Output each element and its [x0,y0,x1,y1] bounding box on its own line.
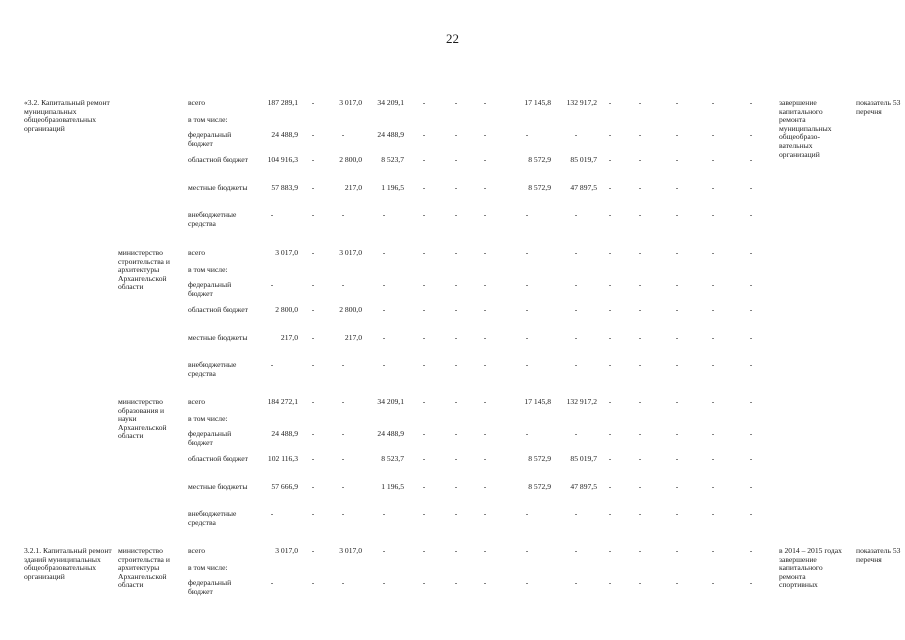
amount-cell: - [638,454,642,463]
amount-cell: - [483,333,487,342]
amount-cell: - [454,429,458,438]
amount-cell: - [422,98,426,107]
amount-cell: - [711,429,715,438]
amount-cell: - [454,578,458,587]
funding-source-label: всего [188,248,206,257]
amount-cell: - [454,546,458,555]
amount-cell: - [608,210,612,219]
funding-source-label: местные бюджеты [188,482,248,491]
amount-cell: - [454,305,458,314]
amount-cell: - [483,509,487,518]
funding-source-label: в том числе: [188,563,228,572]
amount-cell: 34 209,1 [377,98,404,107]
amount-cell: - [711,546,715,555]
amount-cell: 24 488,9 [271,429,298,438]
amount-cell: - [749,183,753,192]
amount-cell: - [483,429,487,438]
amount-cell: - [574,248,578,257]
amount-cell: 1 196,5 [381,482,404,491]
amount-cell: - [422,305,426,314]
amount-cell: - [749,280,753,289]
amount-cell: - [608,482,612,491]
amount-cell: 8 572,9 [528,183,551,192]
amount-cell: - [454,210,458,219]
amount-cell: - [638,248,642,257]
amount-cell: 102 116,3 [267,454,298,463]
amount-cell: - [422,210,426,219]
executor-name: министерство строительства и архитектуры Архангельской области [118,248,170,292]
amount-cell: - [311,509,315,518]
amount-cell: 3 017,0 [275,248,298,257]
amount-cell: - [608,305,612,314]
amount-cell: - [608,155,612,164]
amount-cell: - [749,360,753,369]
amount-cell: - [382,546,386,555]
amount-cell: 47 897,5 [570,183,597,192]
amount-cell: - [270,210,274,219]
amount-cell: - [711,183,715,192]
amount-cell: 3 017,0 [275,546,298,555]
amount-cell: - [675,482,679,491]
amount-cell: - [711,305,715,314]
amount-cell: - [422,155,426,164]
amount-cell: - [422,429,426,438]
amount-cell: - [422,482,426,491]
amount-cell: 34 209,1 [377,397,404,406]
amount-cell: - [525,578,529,587]
amount-cell: 17 145,8 [524,397,551,406]
amount-cell: - [311,305,315,314]
funding-source-label: областной бюджет [188,155,248,164]
amount-cell: - [638,360,642,369]
amount-cell: - [711,333,715,342]
amount-cell: - [422,509,426,518]
amount-cell: - [311,98,315,107]
amount-cell: - [749,429,753,438]
amount-cell: - [341,397,345,406]
amount-cell: - [711,130,715,139]
amount-cell: - [311,183,315,192]
amount-cell: - [422,183,426,192]
amount-cell: - [525,333,529,342]
amount-cell: 3 017,0 [339,546,362,555]
amount-cell: 8 572,9 [528,155,551,164]
amount-cell: 85 019,7 [570,155,597,164]
amount-cell: - [574,546,578,555]
amount-cell: - [675,546,679,555]
funding-source-label: федеральный бюджет [188,280,232,298]
amount-cell: - [454,130,458,139]
amount-cell: - [525,210,529,219]
amount-cell: - [483,130,487,139]
amount-cell: - [483,397,487,406]
amount-cell: - [311,482,315,491]
amount-cell: - [675,454,679,463]
amount-cell: - [675,509,679,518]
amount-cell: - [311,546,315,555]
amount-cell: - [574,210,578,219]
amount-cell: - [749,248,753,257]
amount-cell: - [711,397,715,406]
funding-source-label: внебюджетные средства [188,509,237,527]
amount-cell: - [574,509,578,518]
amount-cell: - [341,454,345,463]
amount-cell: 47 897,5 [570,482,597,491]
amount-cell: - [711,98,715,107]
amount-cell: - [454,333,458,342]
target-indicator: показатель 53 перечня [856,546,901,564]
amount-cell: - [608,546,612,555]
amount-cell: - [311,280,315,289]
amount-cell: 187 289,1 [267,98,298,107]
amount-cell: - [525,248,529,257]
amount-cell: - [422,280,426,289]
amount-cell: - [422,360,426,369]
amount-cell: - [608,98,612,107]
amount-cell: 85 019,7 [570,454,597,463]
amount-cell: - [608,248,612,257]
amount-cell: - [638,98,642,107]
amount-cell: - [341,509,345,518]
amount-cell: - [525,130,529,139]
amount-cell: - [638,210,642,219]
amount-cell: - [525,509,529,518]
expected-result: завершение капитального ремонта муниципальных общеобразо-вательных организаций [779,98,832,159]
amount-cell: - [675,248,679,257]
amount-cell: 132 917,2 [566,98,597,107]
amount-cell: - [749,397,753,406]
amount-cell: - [454,482,458,491]
funding-source-label: федеральный бюджет [188,130,232,148]
amount-cell: - [422,130,426,139]
amount-cell: - [638,130,642,139]
amount-cell: 2 800,0 [339,155,362,164]
amount-cell: - [483,280,487,289]
amount-cell: - [638,333,642,342]
amount-cell: - [638,578,642,587]
executor-name: министерство строительства и архитектуры Архангельской области [118,546,170,590]
amount-cell: - [675,305,679,314]
amount-cell: - [574,130,578,139]
amount-cell: - [525,360,529,369]
amount-cell: - [454,454,458,463]
amount-cell: - [422,333,426,342]
amount-cell: - [422,546,426,555]
amount-cell: - [638,280,642,289]
amount-cell: - [574,280,578,289]
amount-cell: - [675,130,679,139]
amount-cell: - [749,578,753,587]
funding-source-label: в том числе: [188,265,228,274]
amount-cell: - [454,98,458,107]
amount-cell: - [483,360,487,369]
amount-cell: 24 488,9 [377,130,404,139]
amount-cell: - [422,248,426,257]
amount-cell: - [574,360,578,369]
amount-cell: - [638,482,642,491]
amount-cell: - [675,183,679,192]
amount-cell: - [525,305,529,314]
amount-cell: - [711,482,715,491]
amount-cell: - [341,360,345,369]
amount-cell: 2 800,0 [339,305,362,314]
amount-cell: - [749,333,753,342]
amount-cell: - [382,509,386,518]
amount-cell: - [483,98,487,107]
funding-source-label: внебюджетные средства [188,210,237,228]
amount-cell: - [711,155,715,164]
amount-cell: - [483,454,487,463]
amount-cell: - [638,397,642,406]
amount-cell: - [749,210,753,219]
amount-cell: - [311,454,315,463]
funding-source-label: в том числе: [188,115,228,124]
amount-cell: - [749,482,753,491]
amount-cell: - [341,210,345,219]
amount-cell: - [270,509,274,518]
amount-cell: - [311,360,315,369]
amount-cell: 2 800,0 [275,305,298,314]
amount-cell: - [574,578,578,587]
amount-cell: 132 917,2 [566,397,597,406]
funding-source-label: всего [188,397,206,406]
amount-cell: - [638,183,642,192]
amount-cell: - [608,454,612,463]
amount-cell: - [711,360,715,369]
amount-cell: - [270,360,274,369]
amount-cell: - [270,280,274,289]
page-number: 22 [446,31,459,46]
expected-result: в 2014 – 2015 годах завершение капитального ремонта спортивных [779,546,842,590]
funding-source-label: внебюджетные средства [188,360,237,378]
amount-cell: - [608,130,612,139]
amount-cell: 3 017,0 [339,98,362,107]
amount-cell: - [382,578,386,587]
amount-cell: - [311,333,315,342]
amount-cell: - [311,429,315,438]
amount-cell: - [608,509,612,518]
amount-cell: 3 017,0 [339,248,362,257]
program-name: «3.2. Капитальный ремонт муниципальных общеобразовательных организаций [24,98,110,133]
amount-cell: - [382,333,386,342]
amount-cell: - [382,248,386,257]
amount-cell: - [454,155,458,164]
amount-cell: - [711,280,715,289]
amount-cell: 104 916,3 [267,155,298,164]
amount-cell: - [675,429,679,438]
amount-cell: - [382,210,386,219]
amount-cell: - [311,210,315,219]
amount-cell: - [675,210,679,219]
funding-source-label: областной бюджет [188,454,248,463]
amount-cell: - [341,280,345,289]
amount-cell: 8 523,7 [381,454,404,463]
amount-cell: - [574,333,578,342]
amount-cell: - [608,578,612,587]
amount-cell: - [638,429,642,438]
amount-cell: - [341,482,345,491]
amount-cell: - [749,130,753,139]
amount-cell: 1 196,5 [381,183,404,192]
amount-cell: - [311,578,315,587]
amount-cell: - [483,305,487,314]
amount-cell: - [311,397,315,406]
amount-cell: - [675,360,679,369]
amount-cell: - [675,98,679,107]
funding-source-label: федеральный бюджет [188,429,232,447]
amount-cell: 24 488,9 [377,429,404,438]
amount-cell: - [749,454,753,463]
amount-cell: 8 572,9 [528,454,551,463]
amount-cell: - [608,429,612,438]
amount-cell: 8 572,9 [528,482,551,491]
amount-cell: - [422,578,426,587]
amount-cell: - [638,155,642,164]
amount-cell: - [608,397,612,406]
amount-cell: - [311,130,315,139]
funding-source-label: местные бюджеты [188,333,248,342]
amount-cell: - [749,509,753,518]
amount-cell: - [454,509,458,518]
amount-cell: - [608,333,612,342]
amount-cell: - [454,360,458,369]
amount-cell: - [675,280,679,289]
amount-cell: - [711,454,715,463]
amount-cell: - [638,305,642,314]
funding-source-label: в том числе: [188,414,228,423]
amount-cell: - [311,248,315,257]
amount-cell: - [749,98,753,107]
amount-cell: - [675,578,679,587]
amount-cell: - [341,578,345,587]
amount-cell: - [382,280,386,289]
amount-cell: - [574,305,578,314]
executor-name: министерство образования и науки Архангельской области [118,397,167,441]
amount-cell: - [341,130,345,139]
amount-cell: - [525,546,529,555]
amount-cell: - [454,280,458,289]
amount-cell: - [675,155,679,164]
amount-cell: - [341,429,345,438]
amount-cell: - [483,578,487,587]
amount-cell: - [382,360,386,369]
amount-cell: - [311,155,315,164]
funding-source-label: всего [188,98,206,107]
amount-cell: - [422,454,426,463]
amount-cell: - [483,210,487,219]
amount-cell: - [749,155,753,164]
amount-cell: - [749,546,753,555]
amount-cell: 8 523,7 [381,155,404,164]
amount-cell: 217,0 [344,333,362,342]
amount-cell: - [483,248,487,257]
amount-cell: - [711,578,715,587]
amount-cell: - [483,155,487,164]
target-indicator: показатель 53 перечня [856,98,901,116]
amount-cell: 17 145,8 [524,98,551,107]
amount-cell: - [711,509,715,518]
amount-cell: - [574,429,578,438]
funding-source-label: всего [188,546,206,555]
amount-cell: 57 666,9 [271,482,298,491]
amount-cell: - [638,546,642,555]
amount-cell: - [749,305,753,314]
program-name: 3.2.1. Капитальный ремонт зданий муниципальных общеобразовательных организаций [24,546,112,581]
amount-cell: 57 883,9 [271,183,298,192]
amount-cell: - [608,280,612,289]
amount-cell: - [675,397,679,406]
amount-cell: - [483,546,487,555]
amount-cell: - [454,397,458,406]
amount-cell: - [525,429,529,438]
amount-cell: 184 272,1 [267,397,298,406]
funding-source-label: федеральный бюджет [188,578,232,596]
amount-cell: - [608,183,612,192]
amount-cell: - [525,280,529,289]
amount-cell: - [483,183,487,192]
amount-cell: - [422,397,426,406]
amount-cell: - [608,360,612,369]
amount-cell: 217,0 [280,333,298,342]
amount-cell: 217,0 [344,183,362,192]
amount-cell: - [454,248,458,257]
funding-source-label: местные бюджеты [188,183,248,192]
amount-cell: - [638,509,642,518]
amount-cell: - [711,248,715,257]
amount-cell: - [382,305,386,314]
amount-cell: - [270,578,274,587]
amount-cell: - [675,333,679,342]
amount-cell: - [454,183,458,192]
amount-cell: - [483,482,487,491]
funding-source-label: областной бюджет [188,305,248,314]
amount-cell: 24 488,9 [271,130,298,139]
amount-cell: - [711,210,715,219]
